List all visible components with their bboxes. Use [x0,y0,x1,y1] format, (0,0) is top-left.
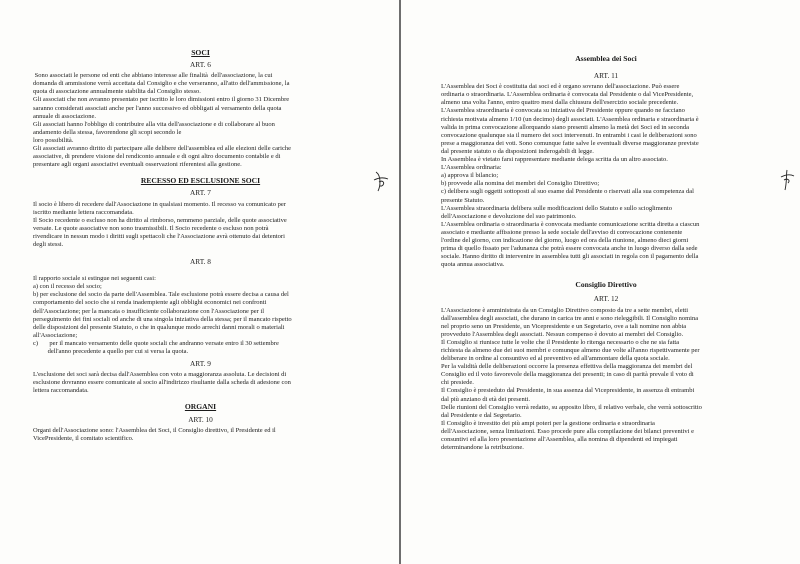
article-12-title: ART. 12 [593,294,619,304]
text-line: Il Consiglio si riunisce tutte le volte che il Presidente lo ritenga necessario o che ne sia fatta [441,338,680,346]
text-line: b) per esclusione del socio da parte dell'Assemblea. Tale esclusione potrà essere decisa a causa del [33,291,289,299]
text-line: In Assemblea è vietato farsi rappresentare mediante delega scritta da un altro associato. [441,156,668,164]
article-10-title: ART. 10 [188,414,213,424]
text-line: lettera raccomandata. [33,387,89,395]
text-line: chi presiede. [441,379,474,387]
text-line: rivendicare in nessun modo i diritti sugli spettacoli che l'Associazione avrà ottenuto dai detentori [33,232,285,240]
text-line: Consiglio ed il voto favorevole della maggioranza dei presenti; in caso di parità prevale il voto di [441,371,694,379]
section-title-soci: SOCI [191,48,210,57]
text-line: ordinaria o straordinaria. L'Assemblea ordinaria è convocata dal Presidente o dal VicePresidente, [441,91,694,99]
page-left-content [33,46,368,443]
text-line: richiesta da almeno due dei suoi membri e comunque almeno due volte all'anno rispettivamente per [441,347,700,354]
signature-mark-left [373,168,389,192]
text-line: dal Presidente e dal Segretario. [441,411,522,419]
text-line: L'Assemblea ordinaria: [441,164,502,172]
text-line: dal presente statuto o da disposizioni inderogabili di legge. [441,147,594,155]
text-line: annuale di associazione. [33,112,96,120]
text-line: L'Assemblea straordinaria delibera sulle modificazioni dello Statuto e sullo scioglimento [441,204,672,212]
text-line: richiesta motivata almeno 1/10 (un decimo) degli associati. L'Assemblea ordinaria e straordinaria è [441,115,699,123]
text-line: associative, di prendere visione del rendiconto annuale e di ogni altro documento contabile e di [33,153,281,161]
text-line: nel proprio seno un Presidente, un Vicepresidente e un Segretario, ove a tali nomine non abbia [441,322,687,330]
text-line: Gli associati hanno l'obbligo di contribuire alla vita dell'associazione e di collaborare al buon [33,120,275,128]
text-line: dell'Associazione e devoluzione del suo patrimonio. [441,212,577,220]
page-right-content [441,46,771,452]
text-line: Il Socio recedente o escluso non ha diritto al rimborso, nemmeno parziale, delle quote associative [33,216,287,224]
text-line: quota di associazione annualmente stabilita dal Consiglio stesso. [33,88,201,96]
article-6-body [33,72,368,169]
text-line: perseguimento dei fini sociali od anche di una singola iniziativa della stessa; per il mancato rispetto [33,315,292,323]
section-title-organi: ORGANI [184,402,217,412]
text-line: c) delibera sugli oggetti sottoposti al suo esame dal Presidente o riservati alla sua competenza dal [441,188,694,196]
article-11-title: ART. 11 [593,71,619,81]
article-9-title: ART. 9 [190,359,211,369]
text-line: iscritto mediante lettera raccomandata. [33,208,134,216]
text-line: L'Assemblea straordinaria è convocata su iniziativa del Presidente oppure quando ne facciano [441,107,685,115]
text-line: L'esclusione dei soci sarà decisa dall'Assemblea con voto a maggioranza assoluta. Le decisioni di [33,371,287,379]
signature-mark-right [779,168,795,192]
document-page-left [0,0,399,564]
text-line: Gli associati che non avranno presentato per iscritto le loro dimissioni entro il giorno 31 Dicembre [33,96,290,104]
text-line: Organi dell'Associazione sono: l'Assemblea dei Soci, il Consiglio direttivo, il Presidente ed il [33,426,276,434]
text-line: dell'Associazione; per la mancata o insufficiente collaborazione con l'Associazione per il [33,307,265,315]
text-line: Sono associati le persone od enti che abbiano interesse alle finalità dell'associazione, la cui [33,72,273,80]
text-line: Il socio è libero di recedere dall'Associazione in qualsiasi momento. Il recesso va comunicato per [33,200,286,208]
text-line: L'Associazione è amministrata da un Consiglio Direttivo composto da tre a sette membri, eletti [441,306,689,314]
text-line: presentare agli organi associativi eventuali osservazioni riferentesi alla gestione. [33,161,242,169]
text-line: andamento della stessa, favorendone gli scopi secondo le [33,128,182,136]
text-line: provveduto l'Assemblea degli associati. Nessun compenso è dovuto ai membri del Consiglio. [441,330,684,338]
text-line: Il Consiglio è investito dei più ampi poteri per la gestione ordinaria e straordinaria [441,419,655,427]
article-7-body [33,201,368,250]
article-8-body [33,275,368,356]
text-line: consuntivi ed alla loro presentazione all'Assemblea, alla nomina di dipendenti ed impiegati [441,436,678,444]
text-line: prese a maggioranza dei voti. Sono comunque fatte salve le eventuali diverse maggioranze previste [441,139,699,147]
article-12-body [441,307,771,453]
article-9-body [33,371,368,395]
text-line: L'Assemblea ordinaria o straordinaria è convocata mediante comunicazione scritta diretta a ciascun [441,220,700,228]
text-line: Gli associati avranno diritto di partecipare alle delibere dell'assemblea ed alle elezioni delle cariche [33,145,291,153]
text-line: l'ordine del giorno, con indicazione del giorno, luogo ed ora della riunione, almeno dieci giorni [441,236,689,244]
text-line: L'Assemblea dei Soci è costituita dai soci ed è organo sovrano dell'associazione. Può essere [441,83,680,91]
section-title-recesso: RECESSO ED ESCLUSIONE SOCI [140,176,261,186]
section-title-assemblea: Assemblea dei Soci [575,54,637,63]
text-line: comportamento del socio che si renda inadempiente agli obblighi economici nei confronti [33,299,267,307]
text-line: VicePresidente, il comitato scientifico. [33,434,134,442]
text-line: domanda di ammissione verrà accettata dal Consiglio e che verseranno, all'atto dell'ammissione, la [33,80,290,88]
text-line: sociale. Hanno diritto di intervenire in assemblea tutti gli associati in regola con il pagamento della [441,253,699,261]
text-line: a) con il recesso del socio; [33,283,102,291]
text-line: loro possibilità. [33,136,74,144]
document-page-right [401,0,800,564]
article-7-title: ART. 7 [190,188,211,198]
text-line: c) per il mancato versamento delle quote sociali che andranno versate entro il 30 settembre [33,339,279,347]
text-line: all'Associazione; [33,331,78,339]
article-6-title: ART. 6 [190,60,211,70]
text-line: versate. Le quote associative non sono trasmissibili. Il Socio recedente o escluso non potrà [33,224,269,232]
text-line: almeno una volta l'anno, entro quattro mesi dalla chiusura dell'esercizio sociale precedente. [441,99,679,107]
text-line: a) approva il bilancio; [441,172,499,180]
text-line: valida in prima convocazione allorquando siano presenti almeno la metà dei Soci ed in seconda [441,123,689,131]
text-line: degli stessi. [33,240,64,248]
text-line: prima di quello fissato per l'adunanza che potrà essere convocata anche in luogo diverso dalla sede [441,245,698,253]
section-title-consiglio: Consiglio Direttivo [575,280,637,290]
text-line: b) provvede alla nomina dei membri del Consiglio Direttivo; [441,180,600,188]
text-line: determinandone la retribuzione. [441,444,524,452]
text-line: Il rapporto sociale si estingue nei seguenti casi: [33,275,156,283]
text-line: Delle riunioni del Consiglio verrà redatto, su apposito libro, il relativo verbale, che verrà sottoscritto [441,403,702,411]
text-line: delle disposizioni del presente Statuto, o che in qualunque modo arrechi danni morali o materiali [33,323,285,331]
article-11-body [441,83,771,269]
article-8-title: ART. 8 [190,257,211,267]
text-line: Per la validità delle deliberazioni occorre la presenza effettiva della maggioranza dei membri del [441,363,693,371]
text-line: deliberare in ordine al consuntivo ed al preventivo ed all'ammontare della quota sociale. [441,355,670,363]
text-line: esclusione dovranno essere comunicate al socio all'indirizzo risultante dalla scheda di adesione con [33,379,291,387]
article-10-body [33,427,368,443]
text-line: dell'Associazione, senza limitazioni. Esso procede pure alla compilazione dei bilanci preventivi e [441,427,694,435]
text-line: saranno considerati associati anche per l'anno successivo ed obbligati al versamento della quota [33,104,282,112]
text-line: associato e mediante affissione presso la sede sociale dell'avviso di convocazione contenente [441,228,683,236]
text-line: dal più anziano di età dei presenti. [441,395,530,403]
text-line: Il Consiglio è presieduto dal Presidente, in sua assenza dal Vicepresidente, in assenza di entrambi [441,387,695,395]
text-line: dell'anno precedente a quello per cui si versa la quota. [33,348,189,355]
text-line: convocazione qualunque sia il numero dei soci intervenuti. In entrambi i casi le deliberazioni sono [441,131,697,139]
text-line: quota annua associativa. [441,261,505,269]
text-line: dall'assemblea degli associati, che durano in carica tre anni e sono rieleggibili. Il Consiglio nomina [441,314,699,322]
text-line: presente Statuto. [441,196,485,204]
